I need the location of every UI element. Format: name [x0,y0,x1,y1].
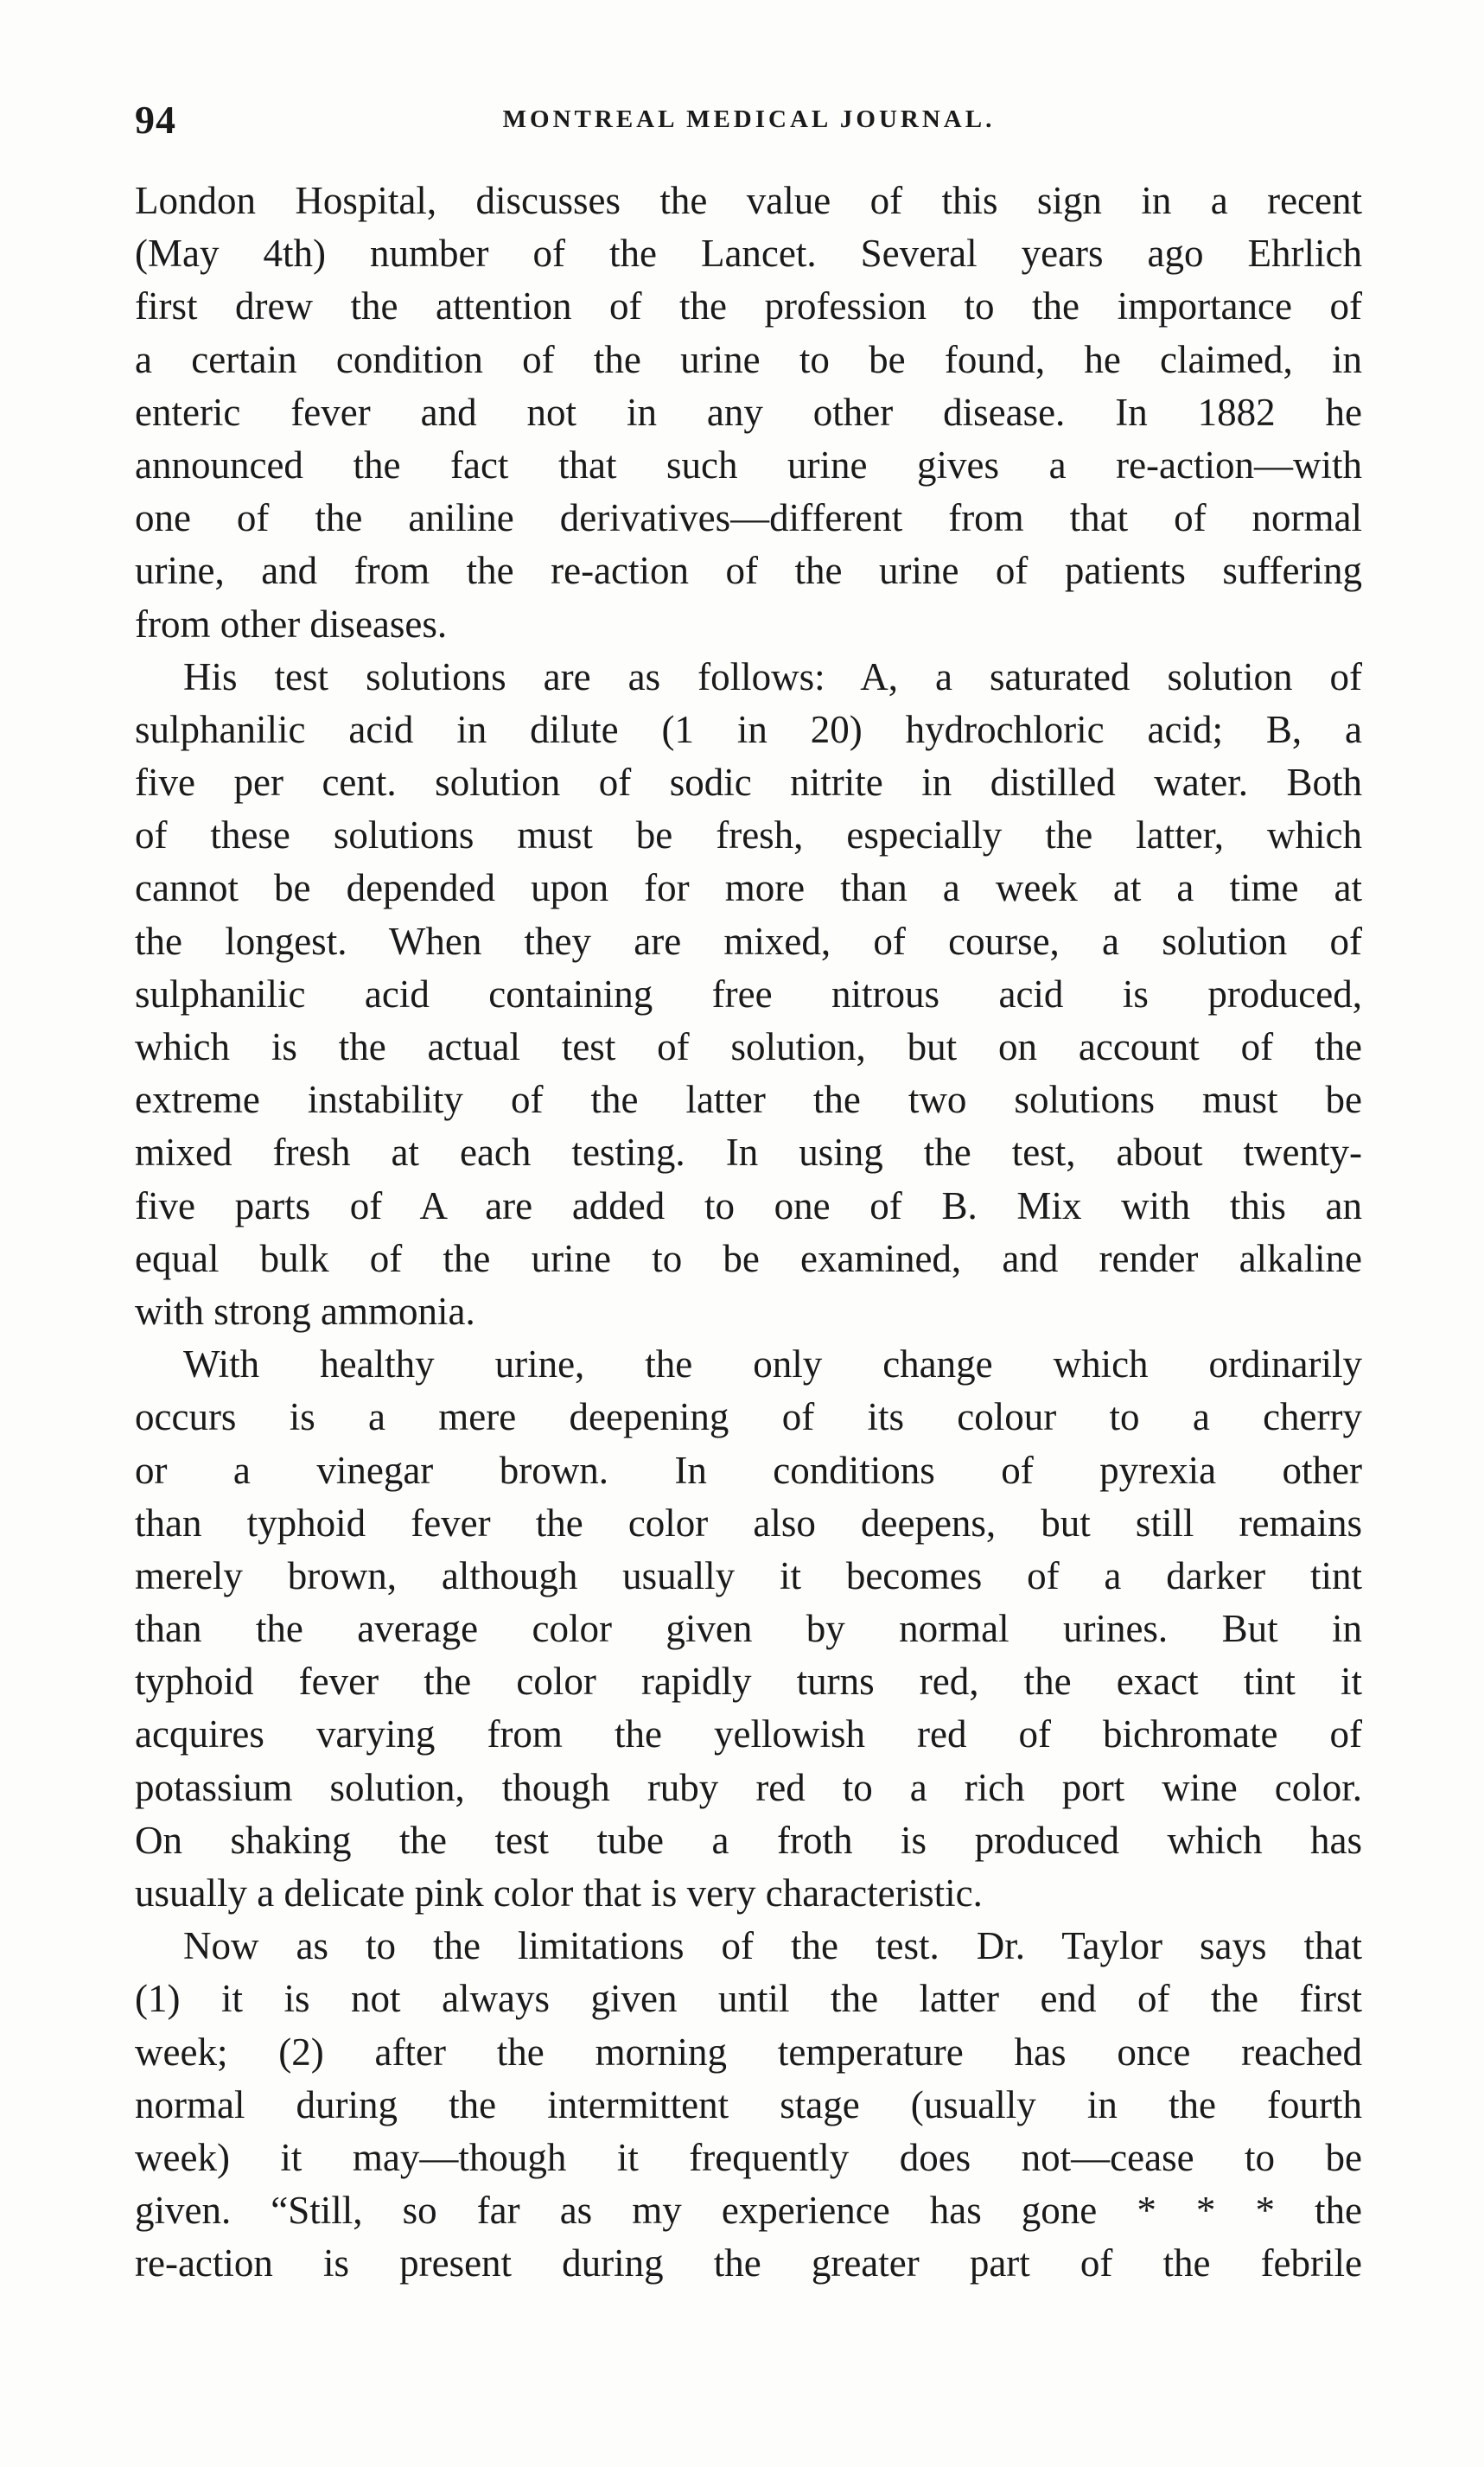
text-line: enteric fever and not in any other disease. In 1882 he [135,390,1362,434]
paragraph [135,651,1362,1338]
paragraph [135,175,1362,651]
text-line: His test solutions are as follows: A, a saturated solution of [183,654,1362,698]
text-line: potassium solution, though ruby red to a rich port wine color. [135,1765,1362,1809]
text-line: extreme instability of the latter the two solutions must be [135,1078,1362,1122]
paragraph [135,1920,1362,2290]
text-line: With healthy urine, the only change which ordinarily [183,1342,1362,1386]
text-line: occurs is a mere deepening of its colour to a cherry [135,1395,1362,1439]
text-line: from other diseases. [135,602,448,646]
text-line: sulphanilic acid containing free nitrous acid is produced, [135,972,1362,1016]
text-line: urine, and from the re-action of the urine of patients suffering [135,549,1362,593]
text-line: announced the fact that such urine gives a re-action—with [135,443,1362,487]
text-line: which is the actual test of solution, but on account of the [135,1025,1362,1068]
text-line: typhoid fever the color rapidly turns red, the exact tint it [135,1660,1362,1704]
text-line: (1) it is not always given until the latter end of the first [135,1977,1362,2021]
text-line: acquires varying from the yellowish red of bichromate of [135,1712,1362,1756]
text-line: normal during the intermittent stage (usually in the fourth [135,2082,1362,2126]
text-line: five per cent. solution of sodic nitrite in distilled water. Both [135,761,1362,805]
text-line: with strong ammonia. [135,1289,475,1333]
text-line: first drew the attention of the profession to the importance of [135,284,1362,328]
text-line: merely brown, although usually it becomes of a darker tint [135,1553,1362,1597]
text-line: than the average color given by normal urines. But in [135,1607,1362,1651]
text-line: the longest. When they are mixed, of course, a solution of [135,919,1362,963]
text-line: week) it may—though it frequently does not—cease to be [135,2135,1362,2179]
text-line: given. “Still, so far as my experience has gone * * * the [135,2189,1362,2233]
page-header [135,97,1363,149]
text-line: re-action is present during the greater part of the febrile [135,2241,1362,2285]
text-line: On shaking the test tube a froth is produced which has [135,1818,1362,1862]
running-title: MONTREAL MEDICAL JOURNAL. [502,105,996,133]
text-line: five parts of A are added to one of B. Mix with this an [135,1183,1362,1227]
text-line: than typhoid fever the color also deepens, but still remains [135,1501,1362,1545]
text-line: London Hospital, discusses the value of this sign in a recent [135,179,1362,222]
text-line: week; (2) after the morning temperature has once reached [135,2030,1362,2074]
text-line: usually a delicate pink color that is very characteristic. [135,1871,983,1915]
text-line: sulphanilic acid in dilute (1 in 20) hydrochloric acid; B, a [135,707,1362,751]
text-line: Now as to the limitations of the test. Dr. Taylor says that [183,1924,1362,1968]
text-line: equal bulk of the urine to be examined, and render alkaline [135,1236,1362,1280]
text-line: cannot be depended upon for more than a week at a time at [135,866,1362,910]
article-body [135,175,1362,2291]
text-line: of these solutions must be fresh, especially the latter, which [135,813,1362,857]
text-line: mixed fresh at each testing. In using the test, about twenty- [135,1131,1362,1175]
text-line: a certain condition of the urine to be found, he claimed, in [135,337,1362,381]
paragraph [135,1338,1362,1920]
page-number: 94 [135,98,176,142]
text-line: or a vinegar brown. In conditions of pyrexia other [135,1448,1362,1492]
text-line: one of the aniline derivatives—different from that of normal [135,496,1362,540]
text-line: (May 4th) number of the Lancet. Several years ago Ehrlich [135,232,1362,276]
